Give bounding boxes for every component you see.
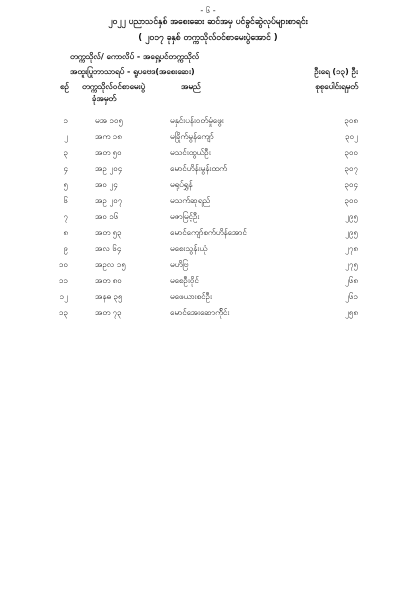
document-subtitle: ( ၂၀၁၇ ခုနှစ် တက္ကသိုလ်ဝင်စာမေးပွဲအောင် ) bbox=[138, 33, 278, 43]
row-number: ၅ bbox=[63, 180, 68, 189]
document-title: ၂၀၂၂ ပညာသင်နှစ် အစေးဆေး ဆင်အမှ ပင်ခွင်ဆွဲလုပ်များစာရင်း bbox=[108, 17, 308, 27]
headcount-label: ဦးရေ (၁၃) ဦး bbox=[314, 67, 358, 76]
table-header bbox=[0, 81, 416, 111]
row-number: ၁၂ bbox=[59, 292, 68, 301]
row-score: ၂၆၈ bbox=[345, 276, 358, 285]
column-header-score: စုစုပေါင်းရမှတ် bbox=[315, 82, 358, 91]
row-score: ၃၀၀ bbox=[344, 196, 358, 205]
row-name: မသက်ဆုရည် bbox=[170, 196, 211, 205]
row-score: ၃၀၇ bbox=[344, 164, 358, 173]
row-number: ၁၃ bbox=[59, 308, 68, 317]
row-name: မောင်အေးဆောက်ိုင်း bbox=[170, 308, 230, 317]
row-name: မဟိဗြ bbox=[170, 260, 189, 269]
table-row bbox=[0, 211, 416, 227]
table-row bbox=[0, 195, 416, 211]
row-score: ၂၉၅ bbox=[345, 212, 358, 221]
row-score: ၃၀၂ bbox=[345, 132, 358, 141]
row-roll: အက ၁၈ bbox=[95, 132, 122, 141]
row-score: ၃၀၄ bbox=[344, 180, 358, 189]
table-row bbox=[0, 179, 416, 195]
column-header-no: စဉ် bbox=[60, 82, 69, 91]
row-number: ၈ bbox=[63, 228, 68, 237]
row-roll: အဝ ၁၆ bbox=[95, 212, 119, 221]
row-score: ၂၆၁ bbox=[345, 292, 358, 301]
row-name: မစေးသွန်းယုံ bbox=[170, 244, 208, 253]
row-number: ၆ bbox=[63, 196, 68, 205]
row-score: ၃၀၈ bbox=[344, 116, 358, 125]
major-label: အထူးပြုဘာသာရပ် - ရူပဗေဒ(အစေးဆေး) bbox=[70, 67, 195, 76]
row-number: ၂ bbox=[64, 132, 68, 141]
row-number: ၃ bbox=[63, 148, 68, 157]
row-number: ၉ bbox=[63, 244, 68, 253]
table-row bbox=[0, 227, 416, 243]
table-row bbox=[0, 291, 416, 307]
table-row bbox=[0, 259, 416, 275]
row-roll: အဥလ ၁၅ bbox=[95, 260, 126, 269]
table-row bbox=[0, 275, 416, 291]
column-header-roll-number: ခုံအမှတ် bbox=[92, 94, 117, 103]
row-roll: အဥ ၂၀၇ bbox=[95, 196, 123, 205]
row-roll: အတ ၅၃ bbox=[95, 228, 122, 237]
row-roll: အနဓ ၃၅ bbox=[95, 292, 123, 301]
row-name: မောင်ကျော်စက်ဟိန်အောင် bbox=[170, 228, 247, 237]
row-roll: အဝ ၂၄ bbox=[95, 180, 118, 189]
row-roll: အတ ၅၀ bbox=[95, 148, 122, 157]
row-name: မောင်ဟိန်းမွန်းထက် bbox=[170, 164, 227, 173]
row-score: ၃၀၀ bbox=[344, 148, 358, 157]
table-row bbox=[0, 163, 416, 179]
row-name: မသင်းထွယ်ဦး bbox=[170, 148, 211, 157]
row-number: ၇ bbox=[63, 212, 68, 221]
university-label: တက္ကသိုလ်/ ကောလိပ် - အရှေ့ပင်တက္ကသိုလ် bbox=[70, 52, 200, 61]
row-name: မရုပ်ရွှန် bbox=[170, 180, 193, 189]
row-name: မဖေယားစင်ဦး bbox=[170, 292, 212, 301]
row-name: မနှင်းပန်းဝတ်မှုံဖွေး bbox=[170, 116, 224, 125]
row-score: ၂၅၈ bbox=[345, 308, 358, 317]
row-roll: အဥ ၂၀၄ bbox=[95, 164, 123, 173]
column-header-exam-roll: တက္ကသိုလ်ဝင်စာမေးပွဲ bbox=[82, 82, 146, 91]
student-list bbox=[0, 115, 416, 323]
row-number: ၁ bbox=[63, 116, 68, 125]
table-row bbox=[0, 131, 416, 147]
row-roll: မအ ၁၀၅ bbox=[95, 116, 123, 125]
table-row bbox=[0, 147, 416, 163]
row-name: မခြိုက်မွန်ကျော် bbox=[170, 132, 214, 141]
row-roll: အလ ၆၄ bbox=[95, 244, 122, 253]
row-roll: အတ ၈၀ bbox=[95, 276, 122, 285]
row-score: ၂၇၈ bbox=[345, 244, 358, 253]
page-number: - ၆ - bbox=[200, 6, 216, 15]
row-number: ၄ bbox=[63, 164, 68, 173]
table-row bbox=[0, 115, 416, 131]
table-row bbox=[0, 243, 416, 259]
table-row bbox=[0, 307, 416, 323]
row-number: ၁၁ bbox=[59, 276, 68, 285]
row-name: မစေဦးဝိုင် bbox=[170, 276, 199, 285]
row-number: ၁၀ bbox=[59, 260, 68, 269]
row-score: ၂၉၅ bbox=[345, 228, 358, 237]
row-score: ၂၇၅ bbox=[345, 260, 358, 269]
row-name: မဇာမြင့်ဦး bbox=[170, 212, 200, 221]
row-roll: အတ ၇၃ bbox=[95, 308, 122, 317]
column-header-name: အမည် bbox=[181, 82, 201, 91]
